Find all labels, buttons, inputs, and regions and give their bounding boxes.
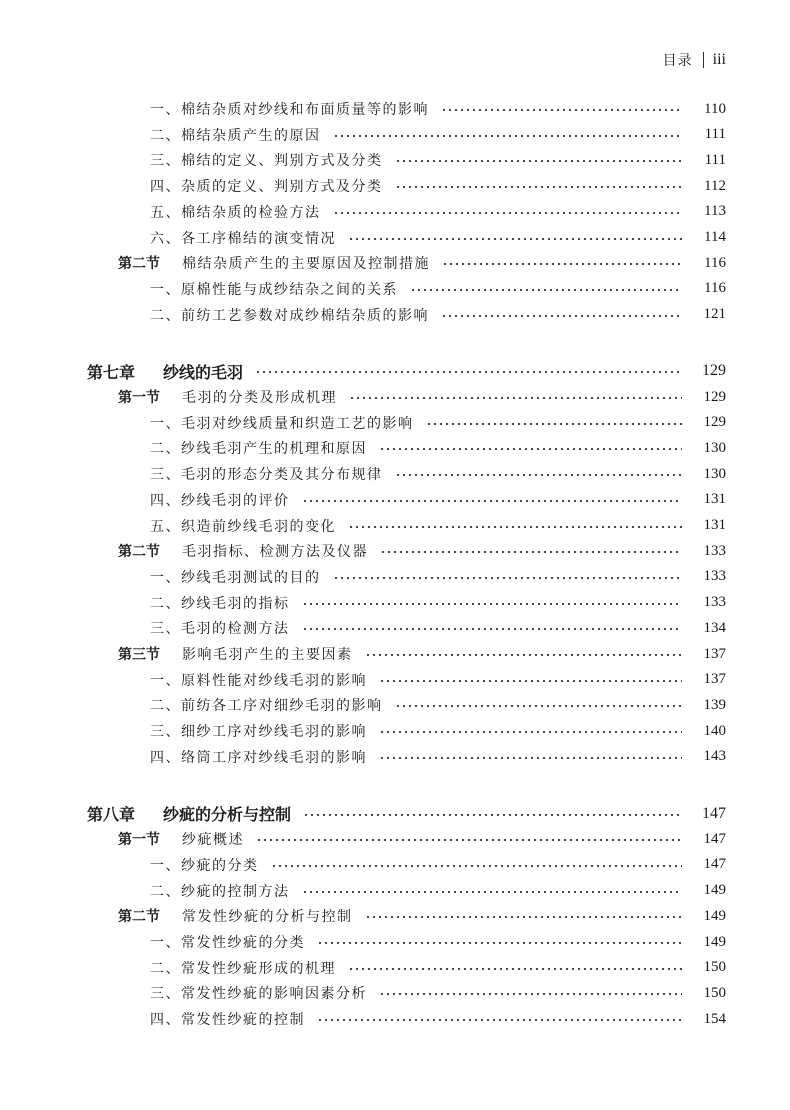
toc-entry-label: 六、各工序棉结的演变情况 bbox=[150, 230, 336, 247]
toc-entry-label: 一、纱疵的分类 bbox=[150, 857, 259, 874]
toc-page-number: 110 bbox=[704, 100, 726, 117]
toc-entry-label: 二、纱线毛羽产生的机理和原因 bbox=[150, 441, 367, 458]
toc-item-entry[interactable] bbox=[0, 719, 790, 743]
toc-entry-label: 二、前纺工艺参数对成纱棉结杂质的影响 bbox=[150, 307, 429, 324]
section-number: 第三节 bbox=[118, 647, 160, 663]
dot-leader bbox=[256, 839, 682, 841]
toc-entry-label: 四、常发性纱疵的控制 bbox=[150, 1012, 305, 1029]
toc-item-entry[interactable] bbox=[0, 879, 790, 903]
chapter-title: 纱疵的分析与控制 bbox=[163, 805, 292, 824]
toc-entry-label: 二、棉结杂质产生的原因 bbox=[150, 127, 321, 144]
toc-item-entry[interactable] bbox=[0, 668, 790, 692]
dot-leader bbox=[333, 577, 683, 579]
toc-entry-label: 三、棉结的定义、判别方式及分类 bbox=[150, 153, 383, 170]
page-number: iii bbox=[712, 51, 726, 68]
toc-page-number: 137 bbox=[703, 645, 726, 662]
toc-section-entry[interactable] bbox=[0, 251, 790, 275]
toc-page-number: 129 bbox=[702, 362, 726, 380]
toc-page-number: 149 bbox=[703, 907, 726, 924]
running-header bbox=[663, 50, 726, 70]
toc-page-number: 133 bbox=[703, 594, 726, 611]
toc-page-number: 116 bbox=[704, 280, 726, 297]
toc-page-number: 111 bbox=[704, 126, 726, 143]
toc-item-entry[interactable] bbox=[0, 930, 790, 954]
dot-leader bbox=[302, 628, 683, 630]
toc-entry-label: 三、常发性纱疵的影响因素分析 bbox=[150, 986, 367, 1003]
toc-item-entry[interactable] bbox=[0, 591, 790, 615]
toc-entry-label: 三、细纱工序对纱线毛羽的影响 bbox=[150, 724, 367, 741]
toc-entry-label: 五、织造前纱线毛羽的变化 bbox=[150, 518, 336, 535]
toc-chapter-entry[interactable] bbox=[0, 359, 790, 383]
toc-page-number: 130 bbox=[703, 439, 726, 456]
section-title: 棉结杂质产生的主要原因及控制措施 bbox=[182, 256, 430, 273]
toc-page-number: 131 bbox=[703, 517, 726, 533]
toc-entry-label bbox=[0, 906, 353, 926]
toc-entry-label: 一、棉结杂质对纱线和布面质量等的影响 bbox=[150, 102, 429, 118]
toc-page-number: 114 bbox=[704, 229, 726, 245]
toc-item-entry[interactable] bbox=[0, 981, 790, 1005]
toc-page-number: 149 bbox=[703, 933, 726, 950]
toc-item-entry[interactable] bbox=[0, 616, 790, 640]
dot-leader bbox=[349, 397, 682, 399]
toc-item-entry[interactable] bbox=[0, 97, 790, 121]
toc-page-number: 150 bbox=[703, 984, 726, 1001]
toc-item-entry[interactable] bbox=[0, 200, 790, 224]
toc-item-entry[interactable] bbox=[0, 123, 790, 147]
toc-section-entry[interactable] bbox=[0, 385, 790, 409]
toc-entry-label bbox=[0, 644, 353, 664]
toc-item-entry[interactable] bbox=[0, 411, 790, 435]
toc-entry-label bbox=[0, 253, 430, 273]
toc-page-number: 147 bbox=[702, 804, 726, 822]
dot-leader bbox=[410, 289, 682, 291]
dot-leader bbox=[317, 1019, 682, 1021]
toc-item-entry[interactable] bbox=[0, 436, 790, 460]
section-title: 毛羽的分类及形成机理 bbox=[182, 390, 337, 406]
toc-page-number: 140 bbox=[703, 722, 726, 739]
toc-page-number: 147 bbox=[703, 830, 726, 847]
toc-entry-label bbox=[0, 802, 291, 825]
section-title: 毛羽指标、检测方法及仪器 bbox=[182, 544, 368, 561]
toc-page-number: 143 bbox=[703, 748, 726, 765]
toc-entry-label: 一、常发性纱疵的分类 bbox=[150, 935, 305, 951]
toc-entry-label: 一、原料性能对纱线毛羽的影响 bbox=[150, 672, 367, 689]
toc-item-entry[interactable] bbox=[0, 514, 790, 538]
dot-leader bbox=[302, 500, 683, 502]
toc-page-number: 121 bbox=[703, 306, 726, 323]
toc-entry-label bbox=[0, 360, 243, 383]
dot-leader bbox=[379, 757, 682, 759]
dot-leader bbox=[333, 212, 683, 214]
toc-page-number: 130 bbox=[703, 465, 726, 482]
toc-page-number: 116 bbox=[704, 254, 726, 271]
dot-leader bbox=[395, 474, 683, 476]
dot-leader bbox=[317, 942, 682, 944]
dot-leader bbox=[271, 865, 683, 867]
toc-entry-label: 一、原棉性能与成纱结杂之间的关系 bbox=[150, 281, 398, 298]
toc-entry-label: 四、纱线毛羽的评价 bbox=[150, 492, 290, 509]
toc-page-number: 129 bbox=[703, 388, 726, 405]
toc-section-entry[interactable] bbox=[0, 904, 790, 928]
toc-page-number: 147 bbox=[703, 856, 726, 873]
dot-leader bbox=[426, 423, 683, 425]
toc-page-number: 112 bbox=[704, 177, 726, 194]
dot-leader bbox=[395, 160, 683, 162]
toc-item-entry[interactable] bbox=[0, 956, 790, 980]
section-number: 第二节 bbox=[118, 256, 160, 273]
section-title: 常发性纱疵的分析与控制 bbox=[182, 909, 353, 926]
toc-item-entry[interactable] bbox=[0, 853, 790, 877]
dot-leader bbox=[365, 654, 683, 656]
toc-section-entry[interactable] bbox=[0, 642, 790, 666]
dot-leader bbox=[379, 731, 682, 733]
header-divider bbox=[703, 52, 704, 68]
dot-leader bbox=[379, 448, 682, 450]
section-title: 纱疵概述 bbox=[182, 832, 244, 849]
dot-leader bbox=[441, 109, 682, 111]
toc-page-number: 133 bbox=[703, 568, 726, 585]
toc-entry-label: 一、纱线毛羽测试的目的 bbox=[150, 569, 321, 586]
dot-leader bbox=[348, 238, 682, 240]
section-number: 第二节 bbox=[118, 909, 160, 926]
section-number: 第一节 bbox=[118, 832, 160, 849]
dot-leader bbox=[302, 891, 683, 893]
running-header-title: 目录 bbox=[662, 53, 693, 69]
toc-page-number: 129 bbox=[703, 414, 726, 431]
toc-entry-label: 三、毛羽的形态分类及其分布规律 bbox=[150, 467, 383, 484]
dot-leader bbox=[348, 968, 682, 970]
dot-leader bbox=[255, 371, 682, 373]
dot-leader bbox=[395, 705, 683, 707]
section-number: 第二节 bbox=[118, 544, 160, 561]
toc-entry-label: 二、纱疵的控制方法 bbox=[150, 883, 290, 900]
toc-entry-label: 一、毛羽对纱线质量和织造工艺的影响 bbox=[150, 415, 414, 432]
toc-entry-label: 二、前纺各工序对细纱毛羽的影响 bbox=[150, 698, 383, 715]
toc-page-number: 113 bbox=[704, 203, 726, 220]
toc-page-number: 150 bbox=[703, 959, 726, 976]
toc-page-number: 134 bbox=[703, 619, 726, 636]
toc-item-entry[interactable] bbox=[0, 148, 790, 172]
toc-entry-label: 四、杂质的定义、判别方式及分类 bbox=[150, 179, 383, 196]
toc-entry-label: 三、毛羽的检测方法 bbox=[150, 621, 290, 638]
toc-entry-label: 二、常发性纱疵形成的机理 bbox=[150, 960, 336, 977]
toc-item-entry[interactable] bbox=[0, 1007, 790, 1031]
toc-entry-label bbox=[0, 829, 244, 849]
toc-page-number: 137 bbox=[703, 671, 726, 688]
dot-leader bbox=[442, 263, 682, 265]
dot-leader bbox=[379, 680, 682, 682]
dot-leader bbox=[380, 551, 682, 553]
chapter-title: 纱线的毛羽 bbox=[163, 362, 244, 382]
dot-leader bbox=[303, 814, 682, 816]
toc-entry-label bbox=[0, 541, 368, 561]
toc-item-entry[interactable] bbox=[0, 693, 790, 717]
toc-page-number: 133 bbox=[703, 542, 726, 559]
toc-item-entry[interactable] bbox=[0, 488, 790, 512]
dot-leader bbox=[379, 993, 682, 995]
chapter-number: 第七章 bbox=[87, 362, 136, 382]
section-number: 第一节 bbox=[118, 390, 160, 406]
dot-leader bbox=[365, 916, 683, 918]
toc-page-number: 139 bbox=[703, 696, 726, 713]
toc-item-entry[interactable] bbox=[0, 462, 790, 486]
toc-item-entry[interactable] bbox=[0, 174, 790, 198]
dot-leader bbox=[441, 315, 682, 317]
dot-leader bbox=[395, 186, 683, 188]
toc-section-entry[interactable] bbox=[0, 827, 790, 851]
toc-chapter-entry[interactable] bbox=[0, 802, 790, 826]
dot-leader bbox=[348, 526, 682, 528]
toc-entry-label bbox=[0, 387, 337, 407]
toc-item-entry[interactable] bbox=[0, 745, 790, 769]
dot-leader bbox=[333, 135, 683, 137]
toc-item-entry[interactable] bbox=[0, 277, 790, 301]
chapter-number: 第八章 bbox=[87, 805, 136, 824]
toc-page-number: 131 bbox=[703, 491, 726, 508]
toc-item-entry[interactable] bbox=[0, 226, 790, 250]
toc-page-number: 149 bbox=[703, 882, 726, 899]
toc-page-number: 111 bbox=[704, 151, 726, 168]
toc-section-entry[interactable] bbox=[0, 539, 790, 563]
toc-entry-label: 四、络筒工序对纱线毛羽的影响 bbox=[150, 749, 367, 766]
toc-page-number: 154 bbox=[703, 1010, 726, 1027]
dot-leader bbox=[302, 603, 683, 605]
toc-entry-label: 二、纱线毛羽的指标 bbox=[150, 595, 290, 612]
toc-item-entry[interactable] bbox=[0, 565, 790, 589]
toc-item-entry[interactable] bbox=[0, 303, 790, 327]
section-title: 影响毛羽产生的主要因素 bbox=[182, 647, 353, 663]
toc-entry-label: 五、棉结杂质的检验方法 bbox=[150, 204, 321, 221]
